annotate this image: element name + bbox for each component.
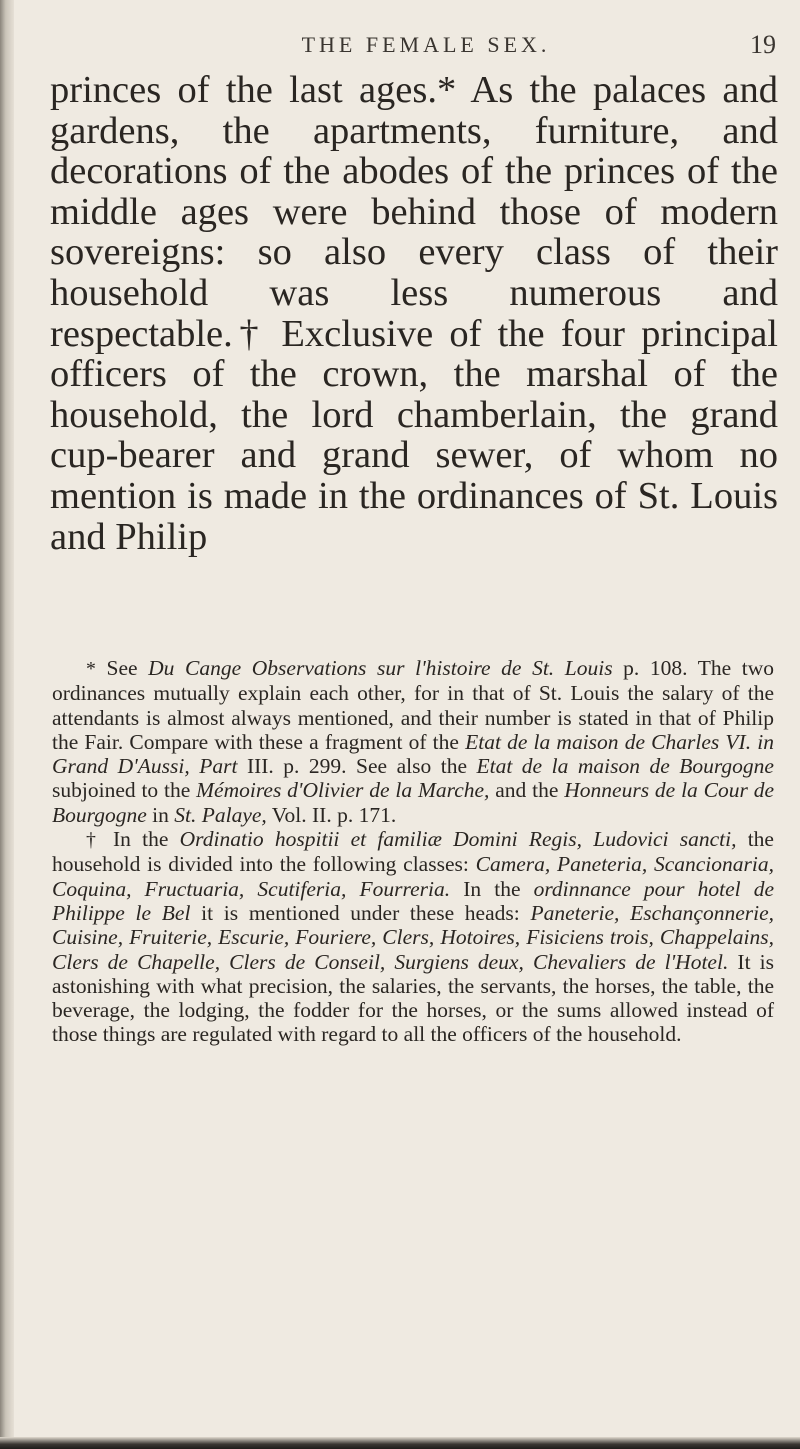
footnote-1-text: III. p. 299. See also the	[237, 754, 477, 779]
footnote-2-text: it is mentioned under these heads:	[190, 900, 531, 925]
footnote-1-citation: Mémoires d'Olivier de la Marche,	[196, 778, 490, 803]
footnote-1-citation: Du Cange Observations sur l'histoire de St. Louis	[148, 656, 613, 680]
footnote-1-citation: St. Palaye,	[174, 802, 267, 827]
footnote-2-text: the household is divided into the following classes:	[52, 827, 774, 877]
footnote-ref-2: †	[232, 312, 266, 355]
footnote-2-citation: Paneterie, Eschançonnerie, Cuisine, Fruiterie, Escurie, Fouriere, Clers, Hotoires, Fisiciens trois, Chappelains, Clers de Chapelle, Clers de Conseil, Surgiens deux, Chevaliers de l'Hotel.	[52, 900, 774, 974]
main-text-3: Exclusive of the four principal officers of the crown, the marshal of the household, the lord chamberlain, the grand cup-bearer and grand sewer, of whom no mention is made in the ordinances of St. Louis and Philip	[50, 312, 779, 558]
footnote-1-text: See	[106, 656, 149, 680]
footnote-2-text: In the	[450, 876, 534, 901]
main-text-1: princes of the last ages.	[50, 69, 437, 111]
footnote-1-citation: Etat de la maison de Bourgogne	[476, 754, 774, 779]
footnote-1-citation: Etat de la maison de Charles VI. in Grand D'Aussi, Part	[52, 729, 774, 779]
footnote-ref-1: *	[436, 69, 457, 111]
footnote-1-mark: *	[86, 658, 96, 680]
binding-edge	[0, 0, 14, 1449]
footnote-1-text: in	[146, 802, 175, 827]
footnote-1-text: Vol. II. p. 171.	[266, 802, 397, 827]
page-bottom-edge	[0, 1437, 800, 1449]
footnote-1-text: p. 108. The two ordinances mutually explain each other, for in that of St. Louis the salary of the attendants is almost always mentioned, and their number is stated in that of Philip the Fair. Compare with these a fragment of the	[52, 656, 775, 754]
footnote-1-citation: Honneurs de la Cour de Bourgogne	[52, 778, 774, 827]
footnote-2-mark: †	[86, 829, 102, 852]
running-head	[56, 32, 776, 72]
footnote-2-text: In the	[101, 827, 180, 852]
footnote-2	[52, 827, 774, 1047]
main-text-2: As the palaces and gardens, the apartments, furniture, and decorations of the abodes of the princes of the middle ages were behind those of modern sovereigns: so also every class of their household was less numerous and respectable.	[50, 69, 778, 355]
footnote-1-text: subjoined to the	[52, 778, 197, 803]
footnote-2-text: It is astonishing with what precision, the salaries, the servants, the horses, the table, the beverage, the lodging, the fodder for the horses, or the sums allowed instead of those things are regulated with regard to all the officers of the household.	[52, 949, 774, 1047]
running-title: THE FEMALE SEX.	[301, 32, 551, 57]
page-number: 19	[750, 30, 776, 59]
footnote-1-text: and the	[489, 778, 565, 803]
footnotes	[52, 656, 774, 1047]
footnote-1	[52, 656, 774, 827]
footnote-2-citation: Camera, Paneteria, Scancionaria, Coquina, Fructuaria, Scutiferia, Fourreria.	[52, 852, 774, 901]
footnote-2-citation: ordinnance pour hotel de Philippe le Bel	[52, 876, 774, 925]
main-paragraph	[50, 70, 778, 557]
footnote-2-citation: Ordinatio hospitii et familiæ Domini Regis, Ludovici sancti,	[179, 827, 737, 852]
